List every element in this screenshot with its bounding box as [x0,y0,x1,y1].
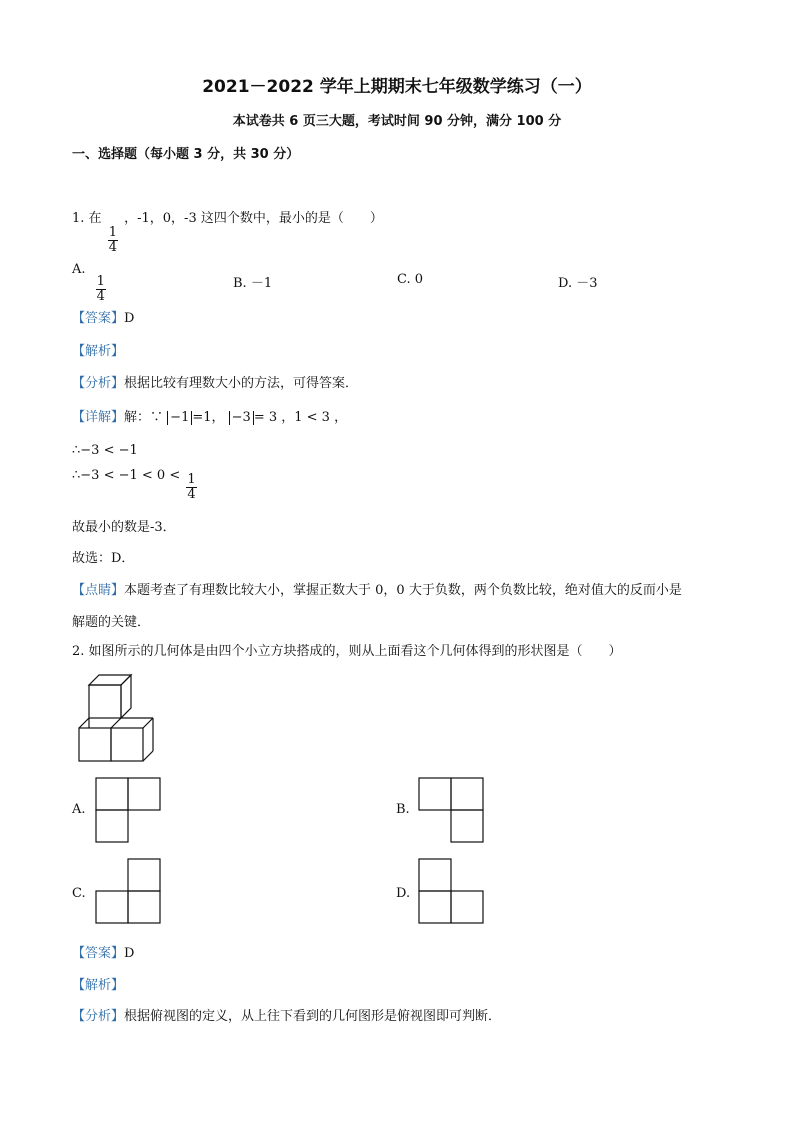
option-a [72,262,108,303]
therefore-line-2 [72,468,199,501]
note-line-1 [72,579,682,598]
note-text: 本题考查了有理数比较大小，掌握正数大于 0，0 大于负数，两个负数比较，绝对值大的反而小是 [124,583,682,598]
equation-part: =1， [192,410,225,425]
question-text-pre: 在 [88,211,102,226]
page-subtitle: 本试卷共 6 页三大题，考试时间 90 分钟，满分 100 分 [232,114,562,129]
fraction [186,473,196,501]
fenxi-text: 根据比较有理数大小的方法，可得答案． [124,376,359,391]
option-b-label: B. [396,802,410,817]
answer-tag: 【答案】 [72,311,125,326]
detail-pre: 解：∵ [124,410,164,425]
fraction-numerator: 1 [108,225,117,240]
option-a-label: A. [72,262,86,277]
option-a-label: A. [72,802,86,817]
option-b-figure [417,776,485,844]
fenxi-tag: 【分析】 [72,376,125,391]
fenxi-line [72,372,358,391]
question-text-post: ，-1，0，-3 这四个数中，最小的是（ ） [124,211,383,226]
option-c-label: C. [72,886,86,901]
option-a-fraction [96,275,106,303]
detail-tag: 【详解】 [72,410,125,425]
therefore-line-1: ∴−3 < −1 [72,443,138,458]
answer-tag: 【答案】 [72,946,125,961]
question-number: 1. [72,211,85,226]
note-tag: 【点睛】 [72,583,125,598]
absolute-value: −3 [229,411,254,425]
inequality-chain: ∴−3 < −1 < 0 < [72,468,181,483]
q2-analysis-tag: 【解析】 [72,978,125,993]
option-b: B. －1 [233,276,273,291]
answer-value: D [124,311,135,326]
answer-value: D [124,946,135,961]
note-line-2: 解题的关键． [72,615,151,630]
detail-line [72,406,347,425]
option-c-figure [94,857,162,927]
q2-answer-line [72,942,134,961]
fraction-numerator: 1 [187,472,196,487]
question-1-stem [72,207,383,254]
fenxi-text: 根据俯视图的定义，从上往下看到的几何图形是俯视图即可判断． [124,1009,502,1024]
option-c: C. 0 [397,272,424,287]
page-title: 2021－2022 学年上期期末七年级数学练习（一） [202,77,592,97]
option-a-figure [94,776,162,844]
fraction-denominator: 4 [96,288,105,304]
question-2-stem: 2. 如图所示的几何体是由四个小立方块搭成的，则从上面看这个几何体得到的形状图是（ ） [72,644,622,659]
cube-figure [75,665,165,765]
analysis-tag: 【解析】 [72,344,125,359]
option-d: D. －3 [558,276,598,291]
fraction [108,226,118,254]
option-d-figure [417,857,487,927]
q2-fenxi-line [72,1005,501,1024]
option-d-label: D. [396,886,411,901]
fraction-denominator: 4 [108,239,117,255]
answer-line [72,307,134,326]
fraction-numerator: 1 [96,274,105,289]
section-heading: 一、选择题（每小题 3 分，共 30 分） [72,147,300,162]
conclusion-line: 故最小的数是-3． [72,520,176,535]
equation-part: = 3 ，1 < 3 ， [253,410,348,425]
choice-line: 故选：D． [72,551,135,566]
fenxi-tag: 【分析】 [72,1009,125,1024]
fraction-denominator: 4 [187,486,196,502]
absolute-value: −1 [167,411,192,425]
